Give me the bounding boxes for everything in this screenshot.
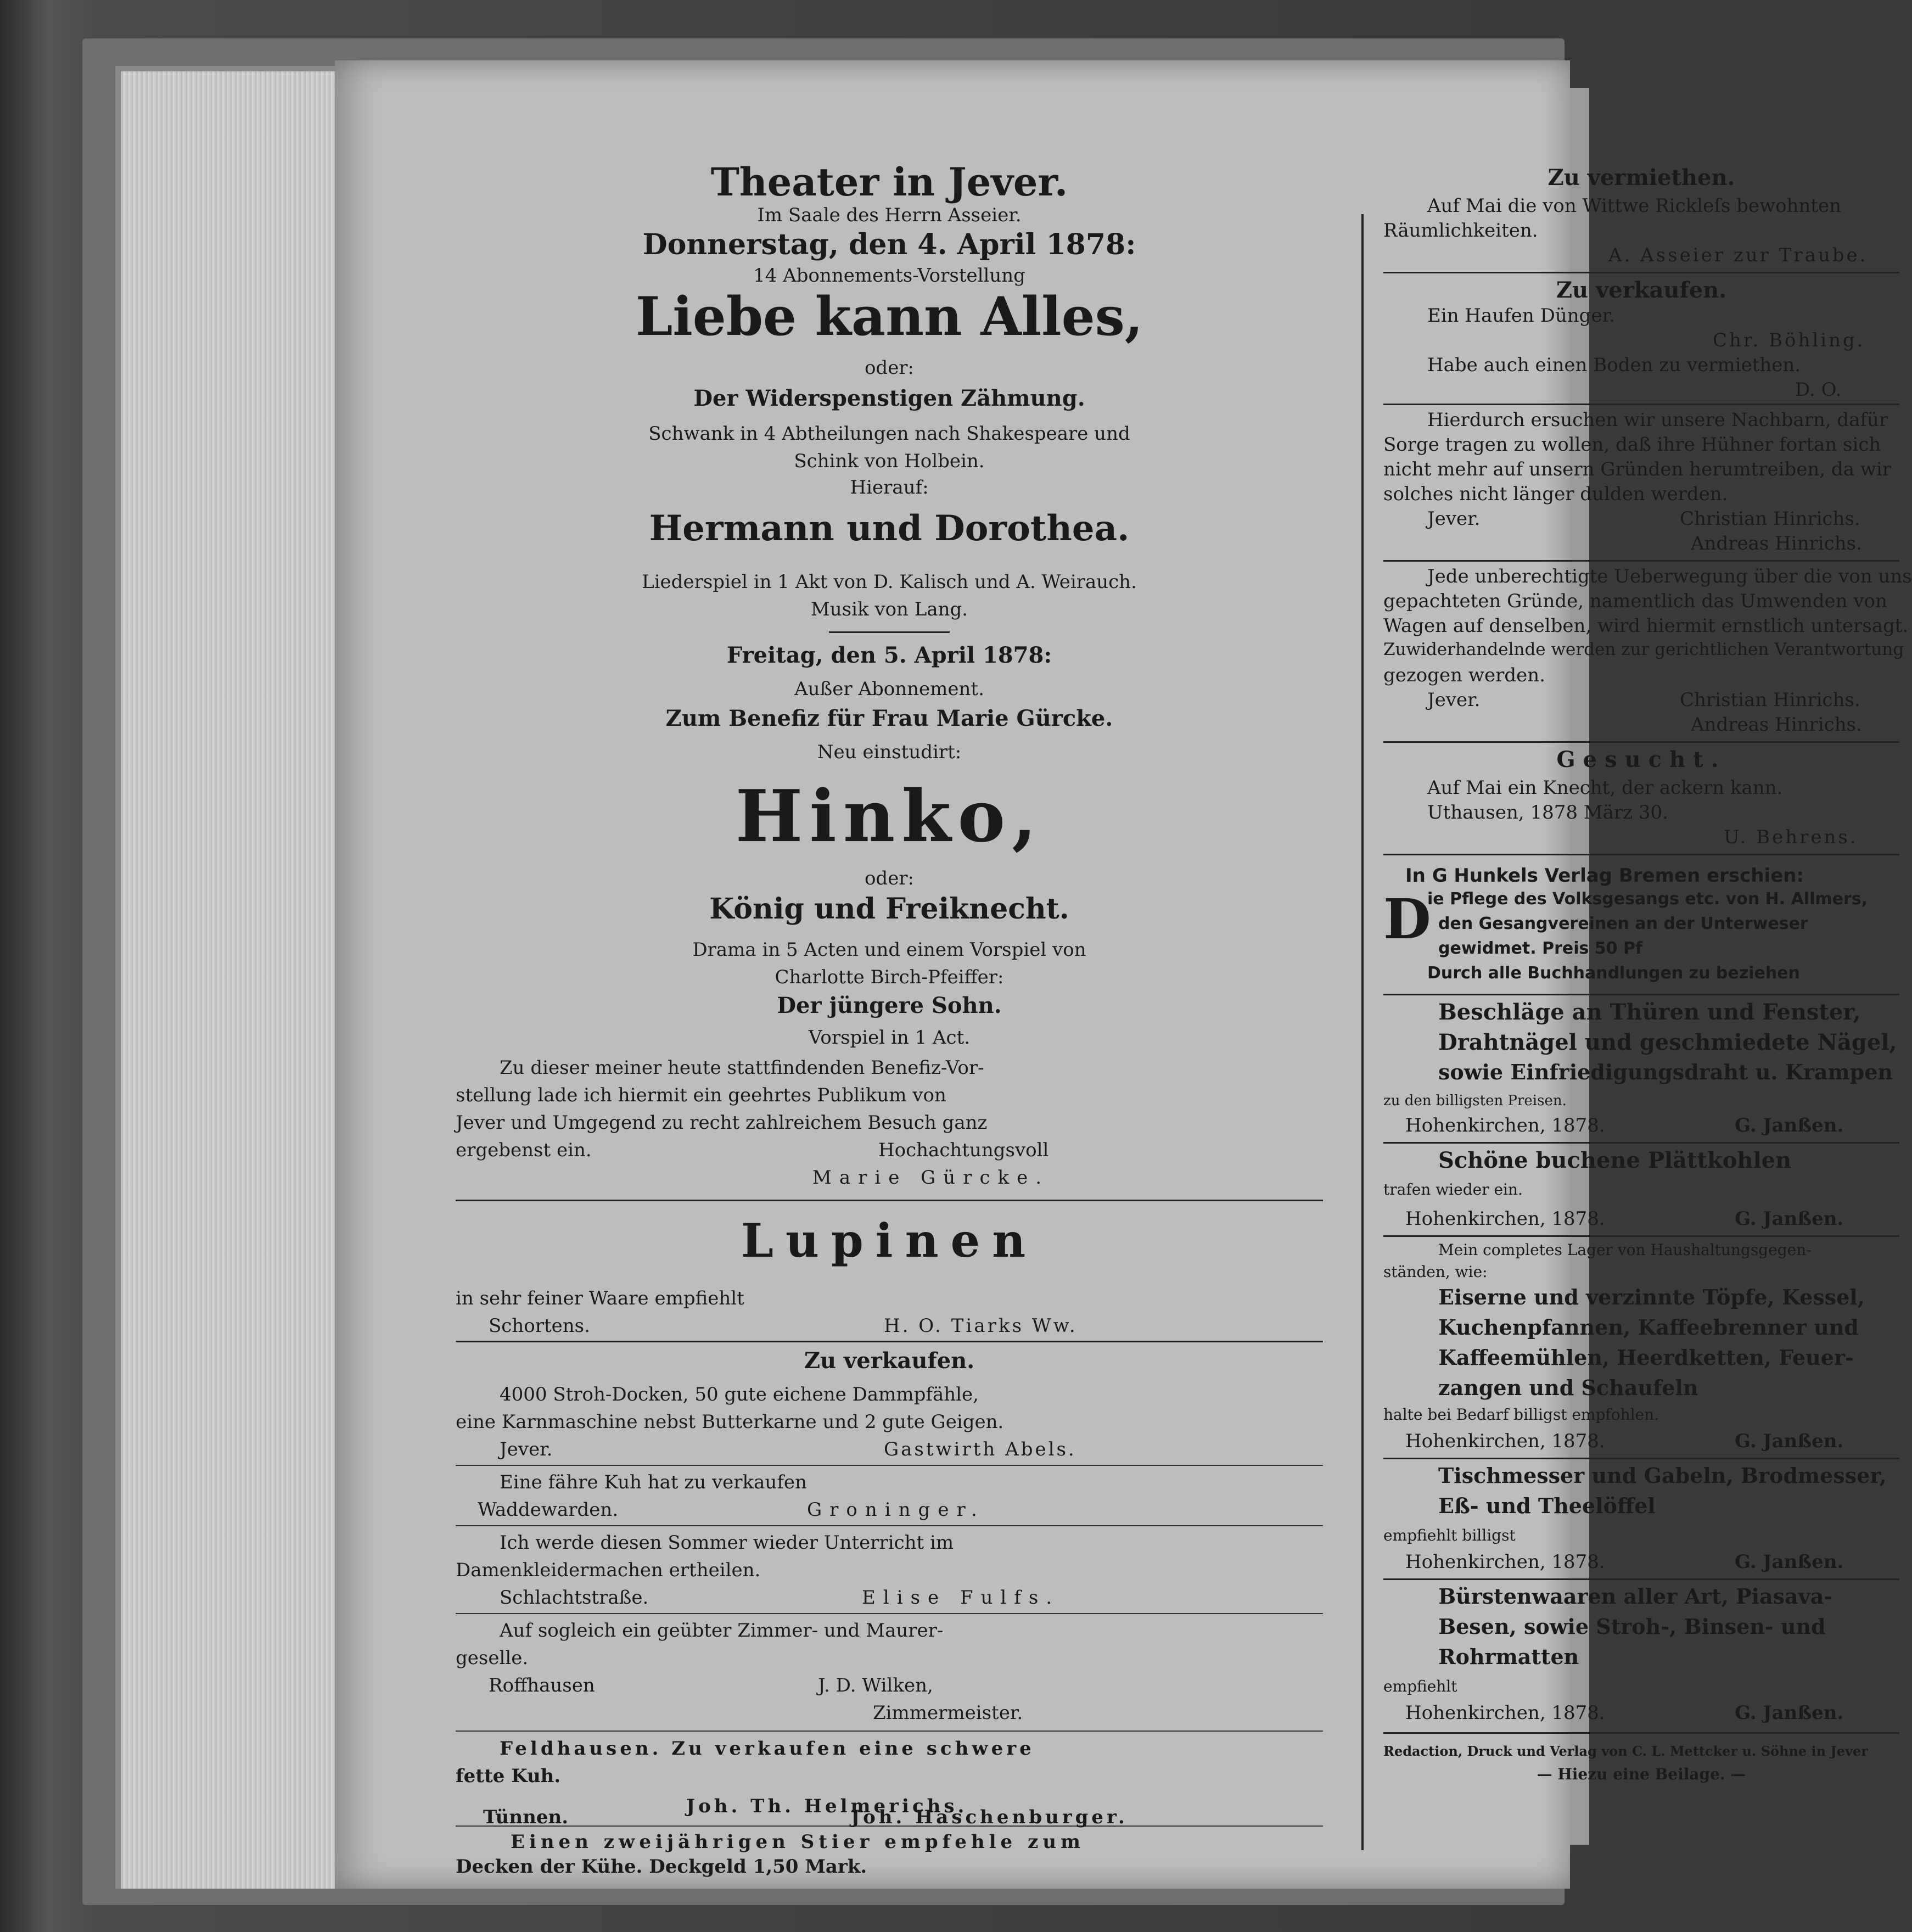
unterricht-signer: Elise Fulfs. [862,1587,1060,1609]
r-rule-9 [1383,1458,1899,1459]
play-3-desc-1: Drama in 5 Acten und einem Vorspiel von [692,939,1086,961]
play-2-desc-2: Musik von Lang. [810,598,968,620]
signer-marie-guercke: Marie Gürcke. [812,1167,1050,1189]
ueber-line-1: Jede unberechtigte Ueberwegung über die von uns [1427,565,1912,587]
verlag-line-3: gewidmet. Preis 50 Pf [1438,939,1643,958]
page-edges [121,71,340,1889]
haus-line-7: halte bei Bedarf billigst empfohlen. [1383,1405,1659,1424]
r-rule-7 [1383,1142,1899,1144]
newspaper-page [335,60,1912,1889]
venue: Im Saale des Herrn Asseier. [757,204,1022,226]
huehner-line-2: Sorge tragen zu wollen, daß ihre Hühner fortan sich [1383,434,1881,456]
tisch-line-1: Tischmesser und Gabeln, Brodmesser, [1438,1463,1887,1488]
verlag-line-1: ie Pflege des Volksgesangs etc. von H. Allmers, [1427,889,1868,909]
ausser-abonnement: Außer Abonnement. [794,678,984,700]
tisch-signer: G. Janßen. [1735,1551,1844,1573]
haus-line-6: zangen und Schaufeln [1438,1375,1698,1400]
ueber-line-5: gezogen werden. [1383,664,1545,686]
stier-line-1: Einen zweijährigen Stier empfehle zum [511,1831,1085,1853]
kohlen-line-2: trafen wieder ein. [1383,1180,1523,1199]
zv2-line-1: Ein Haufen Dünger. [1427,305,1615,327]
beschl-line-2: Drahtnägel und geschmiedete Nägel, [1438,1029,1897,1055]
lupinen-place: Schortens. [489,1315,590,1337]
beschl-line-1: Beschläge an Thüren und Fenster, [1438,999,1861,1025]
stier-line-2: Decken der Kühe. Deckgeld 1,50 Mark. [456,1856,867,1878]
buerst-signer: G. Janßen. [1735,1702,1844,1724]
oder-2: oder: [864,867,915,889]
ueber-line-3: Wagen auf denselben, wird hiermit ernstlich untersagt. [1383,615,1909,637]
buerst-place: Hohenkirchen, 1878. [1405,1702,1605,1724]
zv2-title: Zu verkaufen. [1556,277,1727,303]
zv2-signer-2: D. O. [1795,379,1842,401]
buerst-line-2: Besen, sowie Stroh-, Binsen- und [1438,1614,1826,1639]
vorspiel-desc: Vorspiel in 1 Act. [808,1027,971,1049]
r-rule-10 [1383,1578,1899,1580]
hochachtungsvoll: Hochachtungsvoll [878,1139,1049,1161]
haus-place: Hohenkirchen, 1878. [1405,1430,1605,1452]
r-rule-3 [1383,560,1899,562]
gesucht-signer: U. Behrens. [1724,826,1858,848]
play-1-title: Liebe kann Alles, [635,285,1143,348]
zv1-title: Zu verkaufen. [804,1348,975,1374]
gesell-signer-2: Zimmermeister. [873,1702,1023,1724]
gesell-place: Roffhausen [489,1675,595,1696]
haus-line-2: ständen, wie: [1383,1263,1488,1281]
r-rule-11 [1383,1732,1899,1734]
verlag-initial: D [1383,887,1431,951]
r-rule-6 [1383,994,1899,995]
short-rule [829,631,950,633]
buerst-line-3: Rohrmatten [1438,1644,1579,1669]
ueber-line-2: gepachteten Gründe, namentlich das Umwenden von [1383,590,1887,612]
rule-5 [456,1613,1323,1614]
haus-line-5: Kaffeemühlen, Heerdketten, Feuer- [1438,1345,1854,1370]
feld-signer: Joh. Th. Helmerichs. [686,1795,968,1817]
kuh-signer: Groninger. [807,1499,985,1521]
invite-line-3: Jever und Umgegend zu recht zahlreichem Besuch ganz [456,1112,988,1134]
kuh-line: Eine fähre Kuh hat zu verkaufen [500,1471,807,1493]
unterricht-line-1: Ich werde diesen Sommer wieder Unterricht im [500,1532,954,1554]
ueber-signer-1: Christian Hinrichs. [1680,689,1860,711]
play-1-desc-1: Schwank in 4 Abtheilungen nach Shakespeare und [648,423,1130,445]
r-rule-2 [1383,404,1899,405]
zv2-line-2: Habe auch einen Boden zu vermiethen. [1427,354,1801,376]
imprint-2: — Hiezu eine Beilage. — [1537,1765,1746,1783]
neu-einstudirt: Neu einstudirt: [817,741,962,763]
invite-line-2: stellung lade ich hiermit ein geehrtes Publikum von [456,1084,946,1106]
verlag-head: In G Hunkels Verlag Bremen erschien: [1405,865,1804,887]
ueber-place: Jever. [1427,689,1481,711]
date-1: Donnerstag, den 4. April 1878: [642,228,1136,261]
abonnement-line: 14 Abonnements-Vorstellung [753,265,1025,287]
column-rule [1361,214,1364,1850]
zv1-line-2: eine Karnmaschine nebst Butterkarne und 2 gute Geigen. [456,1411,1004,1433]
vorspiel-title: Der jüngere Sohn. [777,993,1002,1018]
stier-place: Tünnen. [483,1806,569,1828]
buerst-line-4: empfiehlt [1383,1677,1457,1695]
gesell-signer: J. D. Wilken, [818,1675,933,1696]
kuh-place: Waddewarden. [478,1499,619,1521]
haus-line-3: Eiserne und verzinnte Töpfe, Kessel, [1438,1285,1865,1309]
play-2-title: Hermann und Dorothea. [649,508,1130,549]
invite-line-4: ergebenst ein. [456,1139,592,1161]
zv1-signer: Gastwirth Abels. [884,1438,1076,1460]
kohlen-signer: G. Janßen. [1735,1208,1844,1230]
tisch-line-2: Eß- und Theelöffel [1438,1493,1656,1518]
oder-1: oder: [864,357,915,379]
beschl-line-3: sowie Einfriedigungsdraht u. Krampen [1438,1060,1893,1084]
zvm-line-2: Räumlichkeiten. [1383,220,1538,242]
play-3-desc-2: Charlotte Birch-Pfeiffer: [775,966,1004,988]
stier-signer: Joh. Haschenburger. [851,1806,1128,1828]
feld-line-2: fette Kuh. [456,1765,561,1787]
huehner-line-1: Hierdurch ersuchen wir unsere Nachbarn, dafür [1427,409,1888,431]
zvm-line-1: Auf Mai die von Wittwe Rickleſs bewohnten [1427,195,1842,217]
benefiz-line: Zum Benefiz für Frau Marie Gürcke. [665,705,1113,731]
beschl-place: Hohenkirchen, 1878. [1405,1115,1605,1136]
haus-line-1: Mein completes Lager von Haushaltungsgegen- [1438,1241,1812,1259]
gesucht-line-2: Uthausen, 1878 März 30. [1427,802,1668,824]
tisch-line-3: empfiehlt billigst [1383,1526,1516,1544]
zv2-signer: Chr. Böhling. [1713,329,1865,351]
unterricht-line-2: Damenkleidermachen ertheilen. [456,1559,761,1581]
zvm-title: Zu vermiethen. [1547,165,1735,191]
r-rule-8 [1383,1235,1899,1237]
gesucht-line-1: Auf Mai ein Knecht, der ackern kann. [1427,777,1783,799]
buerst-line-1: Bürstenwaaren aller Art, Piasava- [1438,1584,1833,1609]
lupinen-title: Lupinen [741,1213,1038,1268]
verlag-line-2: den Gesangvereinen an der Unterweser [1438,914,1808,933]
rule-1 [456,1200,1323,1201]
play-2-desc-1: Liederspiel in 1 Akt von D. Kalisch und A. Weirauch. [642,571,1137,593]
lupinen-signer: H. O. Tiarks Ww. [884,1315,1078,1337]
beschl-line-4: zu den billigsten Preisen. [1383,1093,1567,1109]
hierauf: Hierauf: [850,477,929,499]
gesell-line-2: geselle. [456,1647,529,1669]
play-1-desc-2: Schink von Holbein. [794,450,985,472]
ueber-line-4: Zuwiderhandelnde werden zur gerichtlichen Verantwortung [1383,640,1904,659]
huehner-place: Jever. [1427,508,1481,530]
play-3-title: Hinko, [735,774,1044,858]
imprint-1: Redaction, Druck und Verlag von C. L. Mettcker u. Söhne in Jever [1383,1743,1868,1759]
gesucht-title: Gesucht. [1556,747,1726,772]
kohlen-line-1: Schöne buchene Plättkohlen [1438,1147,1792,1173]
play-3-subtitle: König und Freiknecht. [709,892,1069,926]
play-1-subtitle: Der Widerspenstigen Zähmung. [693,385,1085,411]
tisch-place: Hohenkirchen, 1878. [1405,1551,1605,1573]
date-2: Freitag, den 5. April 1878: [726,642,1052,668]
verlag-line-4: Durch alle Buchhandlungen zu beziehen [1427,964,1800,983]
invite-line-1: Zu dieser meiner heute stattfindenden Benefiz-Vor- [500,1057,984,1079]
r-rule-4 [1383,741,1899,743]
rule-3 [456,1465,1323,1466]
rule-6 [456,1731,1323,1732]
unterricht-place: Schlachtstraße. [500,1587,649,1609]
haus-line-4: Kuchenpfannen, Kaffeebrenner und [1438,1315,1859,1340]
zv1-line-1: 4000 Stroh-Docken, 50 gute eichene Dammpfähle, [500,1384,979,1405]
rule-2 [456,1341,1323,1342]
r-rule-5 [1383,854,1899,855]
gesell-line-1: Auf sogleich ein geübter Zimmer- und Maurer- [500,1620,944,1642]
huehner-signer-1: Christian Hinrichs. [1680,508,1860,530]
haus-signer: G. Janßen. [1735,1430,1844,1452]
beschl-signer: G. Janßen. [1735,1115,1844,1136]
feld-line-1: Feldhausen. Zu verkaufen eine schwere [500,1738,1035,1760]
huehner-line-4: solches nicht länger dulden werden. [1383,483,1728,505]
lupinen-text: in sehr feiner Waare empfiehlt [456,1287,744,1309]
zv1-place: Jever. [500,1438,553,1460]
ueber-signer-2: Andreas Hinrichs. [1691,714,1862,736]
theater-title: Theater in Jever. [710,159,1068,205]
r-rule-1 [1383,272,1899,273]
zvm-signer: A. Asseier zur Traube. [1608,244,1868,266]
huehner-signer-2: Andreas Hinrichs. [1691,533,1862,555]
rule-4 [456,1525,1323,1526]
kohlen-place: Hohenkirchen, 1878. [1405,1208,1605,1230]
huehner-line-3: nicht mehr auf unsern Gründen herumtreiben, da wir [1383,458,1891,480]
